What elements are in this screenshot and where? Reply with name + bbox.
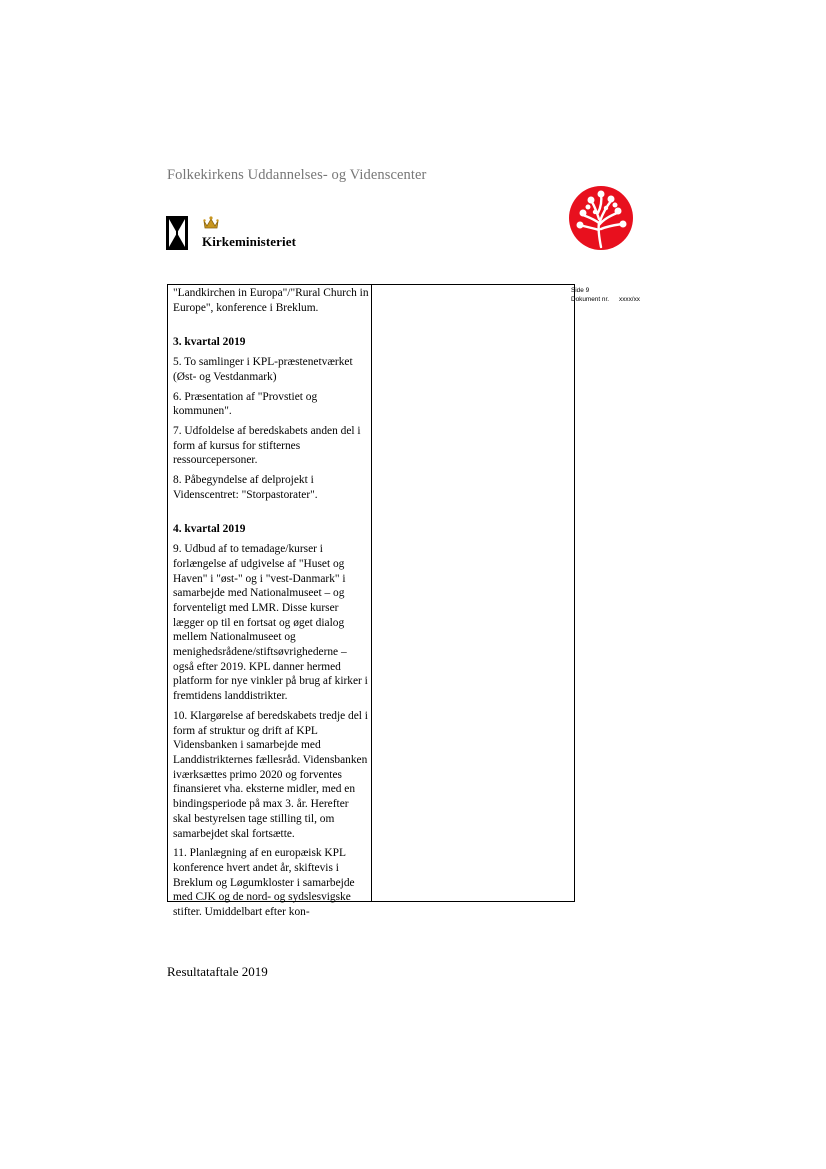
tree-icon: [568, 185, 634, 251]
list-item: 11. Planlægning af en europæisk KPL konference hvert andet år, skiftevis i Breklum og Løgumkloster i samarbejde med CJK og de nord- og sydslesvigske stifter. Umiddelbart efter kon-: [173, 847, 355, 919]
list-item: 6. Præsentation af "Provstiet og kommunen".: [173, 390, 318, 418]
ministry-mark-icon: [166, 216, 188, 250]
footer-text: Resultataftale 2019: [167, 964, 268, 979]
page-number: Side 9: [571, 287, 590, 294]
list-item: 9. Udbud af to temadage/kurser i forlængelse af udgivelse af "Huset og Haven" i "øst-" og i "vest-Danmark" i samarbejde med Nationalmuseet – og forventeligt med LMR. Disse kurser lægger op til en fortsat og øget dialog mellem Nationalmuseet og menighedsrådene/stiftsøvrighederne – også efter 2019. KPL danner hermed platform for nye vinkler på brug af kirker i fremtidens landdistrikter.: [173, 543, 368, 703]
table-left-column: [173, 286, 369, 925]
ministry-logo: [166, 216, 326, 250]
q4-heading: 4. kvartal 2019: [173, 523, 246, 536]
list-item: 5. To samlinger i KPL-præstenetværket (Øst- og Vestdanmark): [173, 356, 353, 383]
ministry-name: Kirkeministeriet: [202, 234, 297, 249]
document-number-label: Dokument nr.: [571, 296, 610, 303]
document-number-value: xxxx/xx: [619, 296, 640, 303]
crown-icon: [203, 216, 219, 230]
q3-heading: 3. kvartal 2019: [173, 336, 246, 349]
column-divider: [371, 285, 372, 901]
list-item: 10. Klargørelse af beredskabets tredje del i form af struktur og drift af KPL Vidensbanken i samarbejde med Landdistrikternes fællesråd. Vidensbanken iværksættes primo 2020 og forventes finansieret vha. eksterne midler, med en bindingsperiode på max 3. år. Herefter skal bestyrelsen tage stilling til, om samarbejdet skal fortsætte.: [173, 709, 368, 840]
intro-text: "Landkirchen in Europa"/"Rural Church in Europe", konference i Breklum.: [173, 287, 369, 314]
list-item: 8. Påbegyndelse af delprojekt i Videnscentret: "Storpastorater".: [173, 474, 318, 501]
page-meta: [571, 286, 640, 304]
organization-title: Folkekirkens Uddannelses- og Videnscenter: [167, 167, 427, 183]
results-table: [167, 284, 575, 919]
list-item: 7. Udfoldelse af beredskabets anden del i form af kursus for stifternes ressourcepersoner.: [173, 424, 361, 467]
